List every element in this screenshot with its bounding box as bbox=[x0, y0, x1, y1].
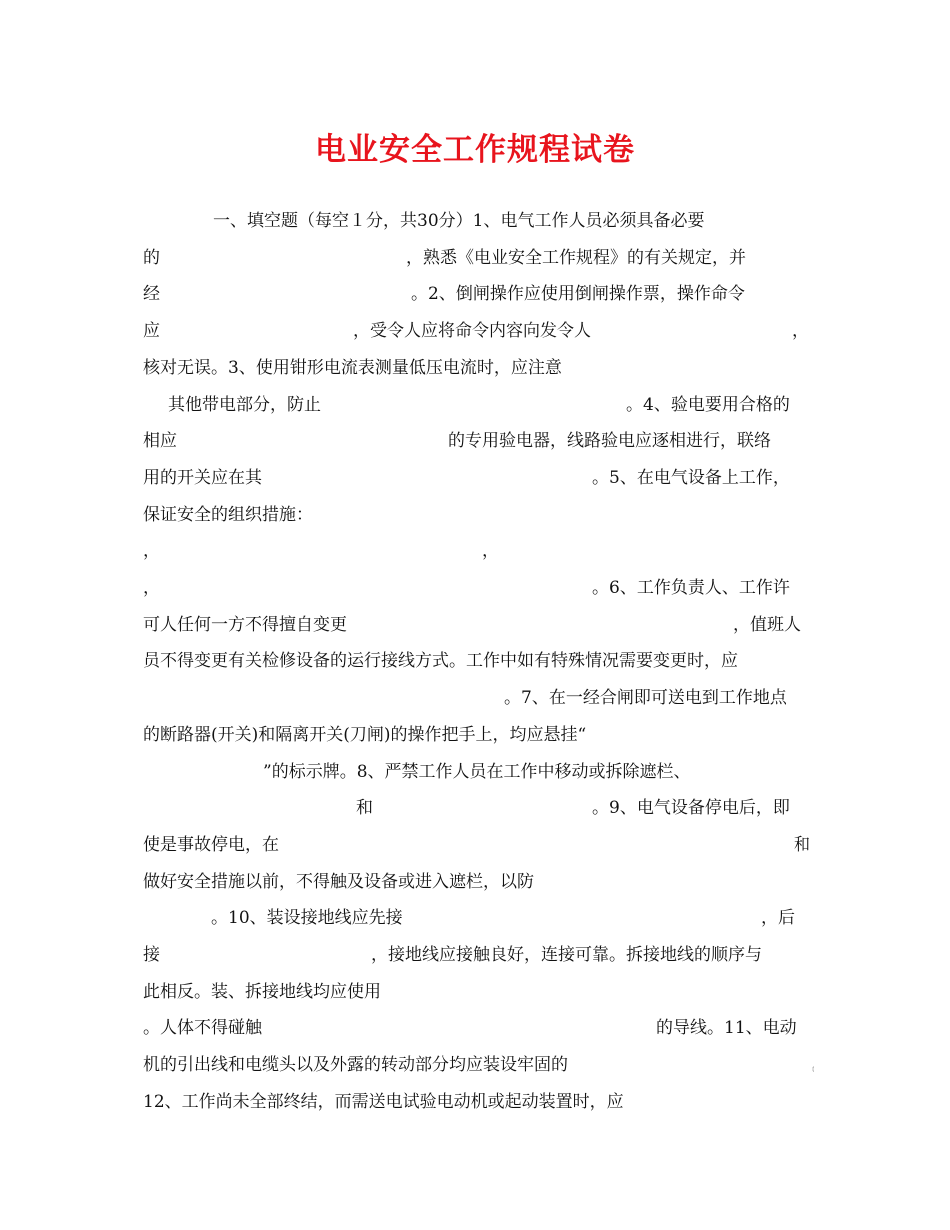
text-line bbox=[143, 941, 810, 969]
text-line bbox=[143, 354, 810, 382]
text-line bbox=[143, 794, 810, 822]
text-line bbox=[143, 574, 810, 602]
text-line bbox=[143, 1051, 814, 1079]
text-line bbox=[143, 501, 810, 529]
text-segment: 一、填空题（每空１分，共30分）1、电气工作人员必须具备必要 bbox=[213, 211, 705, 231]
text-line bbox=[143, 391, 810, 419]
text-line bbox=[143, 684, 810, 712]
text-segment: ，后 bbox=[761, 908, 795, 929]
text-segment: 。人体不得碰触 bbox=[143, 1018, 262, 1039]
text-segment: 12、工作尚未全部终结，而需送电试验电动机或起动装置时，应 bbox=[143, 1091, 624, 1112]
text-segment: 用的开关应在其 bbox=[143, 467, 262, 488]
text-segment: 应 bbox=[143, 321, 160, 342]
text-segment: 经 bbox=[143, 284, 160, 305]
text-segment: 。6、工作负责人、工作许 bbox=[592, 578, 790, 598]
text-segment: ，值班人 bbox=[733, 614, 801, 635]
text-segment: 的断路器(开关)和隔离开关(刀闸)的操作把手上，均应悬挂“ bbox=[143, 724, 587, 745]
text-segment: 此相反。装、拆接地线均应使用 bbox=[143, 981, 381, 1002]
text-segment: ，受令人应将命令内容向发令人 bbox=[353, 321, 591, 342]
text-segment: ， bbox=[792, 321, 809, 342]
text-segment: 。10、装设接地线应先接 bbox=[211, 908, 403, 929]
text-segment: ， bbox=[482, 541, 499, 562]
text-line bbox=[143, 978, 810, 1006]
text-segment: ”的标示牌。8、严禁工作人员在工作中移动或拆除遮栏、 bbox=[263, 761, 691, 782]
text-segment: 可人任何一方不得擅自变更 bbox=[143, 614, 347, 635]
text-segment: 的导线。11、电动 bbox=[656, 1018, 797, 1039]
text-segment: 。9、电气设备停电后，即 bbox=[592, 798, 790, 819]
text-segment: ，接地线应接触良好，连接可靠。拆接地线的顺序与 bbox=[371, 945, 762, 965]
text-line bbox=[143, 758, 810, 786]
text-line bbox=[143, 280, 810, 308]
text-segment: 。 bbox=[810, 1055, 814, 1076]
text-line bbox=[143, 611, 810, 639]
text-line bbox=[143, 427, 810, 455]
text-line bbox=[143, 904, 810, 932]
text-line bbox=[143, 1088, 810, 1116]
text-segment: 机的引出线和电缆头以及外露的转动部分均应装设牢固的 bbox=[143, 1055, 568, 1076]
text-segment: ， bbox=[143, 578, 160, 598]
text-segment: 。4、验电要用合格的 bbox=[626, 394, 790, 415]
text-line bbox=[143, 317, 810, 345]
text-segment: 和 bbox=[794, 834, 810, 855]
text-line bbox=[143, 1014, 810, 1042]
text-line bbox=[143, 537, 810, 565]
text-segment: 做好安全措施以前，不得触及设备或进入遮栏，以防 bbox=[143, 871, 534, 892]
text-segment: 保证安全的组织措施： bbox=[143, 504, 313, 525]
text-segment: ，熟悉《电业安全工作规程》的有关规定，并 bbox=[406, 247, 746, 268]
text-segment: 的 bbox=[143, 247, 160, 268]
text-segment: 相应 bbox=[143, 431, 177, 452]
text-line bbox=[143, 721, 810, 749]
text-segment: 。7、在一经合闸即可送电到工作地点 bbox=[504, 688, 787, 709]
text-line bbox=[143, 244, 810, 272]
text-segment: 员不得变更有关检修设备的运行接线方式。工作中如有特殊情况需要变更时，应 bbox=[143, 651, 738, 672]
text-segment: ， bbox=[143, 541, 160, 562]
text-line bbox=[143, 831, 810, 859]
text-segment: 其他带电部分，防止 bbox=[168, 394, 321, 415]
text-segment: 。2、倒闸操作应使用倒闸操作票，操作命令 bbox=[411, 284, 745, 305]
text-line bbox=[143, 868, 810, 896]
text-line bbox=[143, 647, 810, 675]
text-segment: 核对无误。3、使用钳形电流表测量低压电流时，应注意 bbox=[143, 357, 562, 378]
text-segment: 接 bbox=[143, 945, 160, 965]
text-segment: 的专用验电器，线路验电应逐相进行，联络 bbox=[448, 431, 771, 452]
text-segment: 。5、在电气设备上工作， bbox=[592, 467, 790, 488]
text-segment: 使是事故停电，在 bbox=[143, 834, 279, 855]
text-segment: 和 bbox=[356, 798, 373, 819]
text-line bbox=[143, 464, 810, 492]
text-line bbox=[143, 207, 810, 235]
page-title: 电业安全工作规程试卷 bbox=[315, 132, 635, 168]
